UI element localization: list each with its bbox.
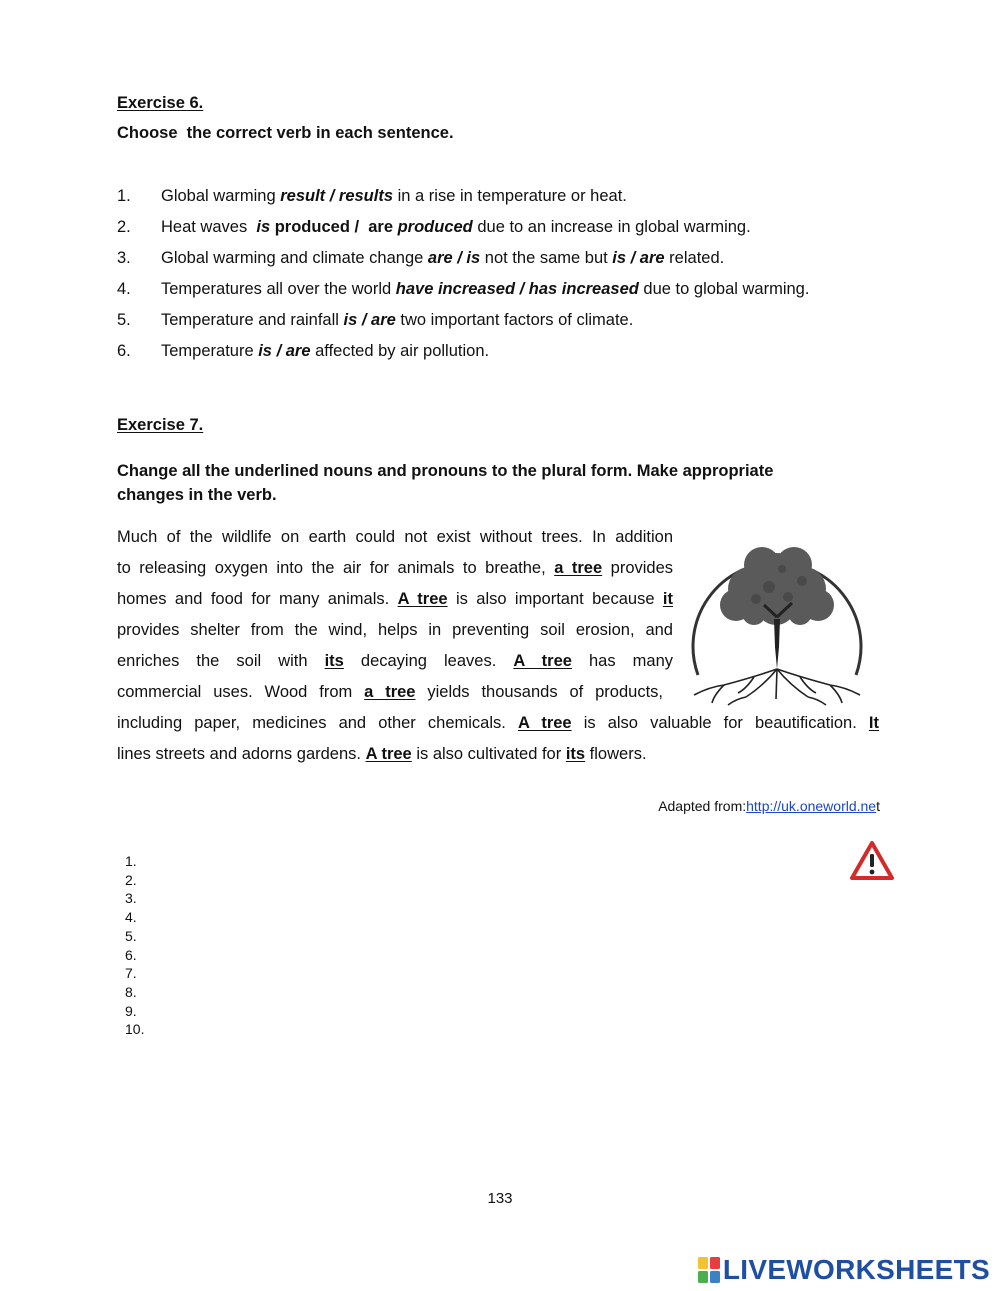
underlined-noun: A tree (513, 652, 572, 670)
list-item: 4. Temperatures all over the world have increased / has increased due to global warming. (117, 280, 810, 298)
source-citation: Adapted from:http://uk.oneworld.net (658, 798, 880, 814)
list-item: 5. Temperature and rainfall is / are two important factors of climate. (117, 311, 634, 329)
exercise-7-instruction: Change all the underlined nouns and pronouns to the plural form. Make appropriate changes in the verb. (117, 462, 774, 504)
underlined-pronoun: its (324, 652, 344, 670)
verb-choice[interactable]: is / are (612, 249, 665, 267)
verb-choice[interactable]: is produced / are produced (256, 218, 473, 236)
list-item: 10. (125, 1021, 145, 1038)
list-item: 3. Global warming and climate change are / is not the same but is / are related. (117, 249, 725, 267)
underlined-noun: A tree (517, 714, 572, 732)
list-item: 8. (125, 983, 137, 1000)
underlined-noun: a tree (554, 559, 603, 577)
list-item: 4. (125, 909, 137, 926)
passage: Much of the wildlife on earth could not exist without trees. In addition to releasing oxygen into the air for animals to breathe, a tree provides homes and food for many animals. A tree is also important because it provides shelter from the wind, helps in preventing soil erosion, and enriches the soil with its decaying leaves. A tree has many commercial uses. Wood from a tree yields thousands of products, including paper, medicines and other chemicals. A tree is also valuable for beautification. It lines streets and adorns gardens. A tree is also cultivated for its flowers. (117, 528, 879, 763)
page-number: 133 (487, 1190, 513, 1207)
list-item: 6. (125, 946, 137, 963)
brand-name: LIVEWORKSHEETS (722, 1254, 990, 1285)
list-item: 1. Global warming result / results in a rise in temperature or heat. (117, 187, 627, 205)
underlined-pronoun: it (662, 590, 673, 608)
list-item: 3. (125, 890, 137, 907)
logo-squares-icon (698, 1257, 720, 1283)
exercise-6-list (117, 181, 897, 367)
exercise-6-title: Exercise 6. (117, 94, 204, 112)
list-item: 7. (125, 965, 137, 982)
verb-choice[interactable]: is / are (343, 311, 396, 329)
list-item: 1. (125, 853, 137, 869)
exercise-7-title: Exercise 7. (117, 416, 204, 434)
underlined-noun: A tree (397, 590, 448, 608)
liveworksheets-logo[interactable] (698, 1254, 990, 1286)
list-item: 6. Temperature is / are affected by air pollution. (117, 342, 490, 360)
verb-choice[interactable]: are / is (427, 249, 481, 267)
list-item: 5. (125, 927, 137, 944)
underlined-noun: a tree (364, 683, 416, 701)
underlined-pronoun: It (868, 714, 879, 732)
source-link[interactable]: http://uk.oneworld.ne (746, 798, 877, 814)
warning-triangle-icon (849, 840, 895, 882)
list-item: 9. (125, 1002, 137, 1019)
list-item: 2. (125, 871, 137, 888)
list-item: 2. Heat waves is produced / are produced due to an increase in global warming. (117, 218, 751, 236)
verb-choice[interactable]: is / are (258, 342, 311, 360)
verb-choice[interactable]: have increased / has increased (395, 280, 639, 298)
underlined-pronoun: its (565, 745, 586, 763)
exercise-6-instruction: Choose the correct verb in each sentence. (117, 124, 454, 142)
verb-choice[interactable]: result / results (280, 187, 394, 205)
answer-number-list (125, 852, 144, 1039)
underlined-noun: A tree (365, 745, 412, 763)
